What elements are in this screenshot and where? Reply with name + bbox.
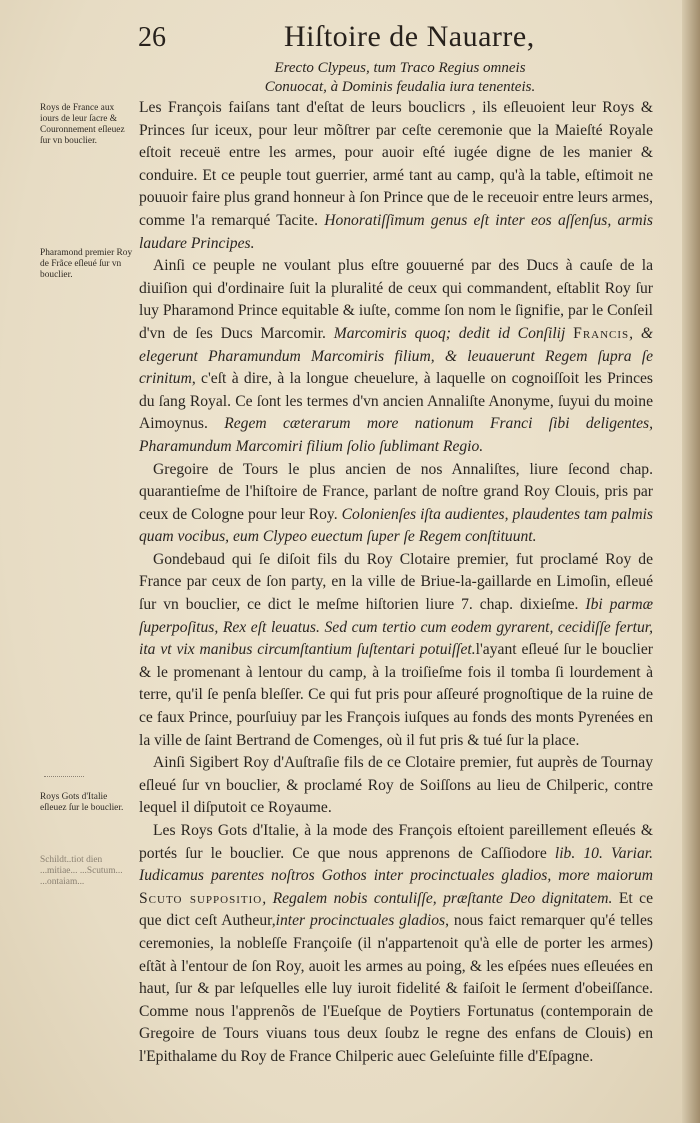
paragraph-francois [139,97,653,255]
text-roman: Les François faiſans tant d'eſtat de leurs bouclicrs , ils eſleuoient leur Roys & Princes ſur iceux, pour leur mõſtrer par ceſte ceremonie que la Maieſté Royale eſtoit receuë entre les armes, pour auoir eſté iugée digne de les manier & conduire. Et ce peuple tout guerrier, armé tant au camp, qu'à la table, eſtimoit ne pouuoir faire plus grand honneur à ſon Prince que de le receuoir entre leurs armes, comme l'a remarqué Tacite. [139,99,653,229]
paragraph-gots [139,820,653,1069]
text-latin: Marcomiris quoq; dedit id Conſilij [333,324,566,342]
binding-gutter [682,0,700,1123]
margin-note-gots: Roys Gots d'Italie eſleuez ſur le bouclier. [40,792,124,813]
text-smallcaps: Scuto suppositio [139,889,263,907]
text-roman: Gondebaud qui ſe diſoit fils du Roy Clotaire premier, fut proclamé Roy de France par ceux de ſon party, en la ville de Briue-la-gaillarde en Limoſin, eſleué ſur vn bouclier, ce dict le meſme hiſtorien liure 7. chap. dixieſme. [139,550,653,614]
text-roman: , c'eſt à dire, à la longue cheuelure, à laquelle on cognoiſſoit les Princes du ſang Royal. Ce ſont les termes d'vn ancien Annaliſte Anonyme, ſuyui du moine Aimoynus. [139,370,653,433]
margin-note-pharamond: Pharamond premier Roy de Frãce eſleué ſur vn bouclier. [40,248,133,280]
text-latin: , Regalem nobis contuliſſe, præſtante Deo dignitatem. [262,889,613,907]
text-roman: Les Roys Gots d'Italie, à la mode des François eſtoient pareillement eſleués & portés ſur le bouclier. Ce que nous apprenons de Caſſiodore [139,822,653,862]
epigraph-line-1: Erecto Clypeus, tum Traco Regius omneis [274,60,526,76]
text-latin: Honoratiſſimum genus eſt inter eos aſſenſus, armis laudare Principes. [139,211,653,252]
paragraph-pharamond [139,255,653,458]
page-number: 26 [138,22,166,53]
paragraph-gregoire [139,459,653,549]
running-head: Hiſtoire de Nauarre, [284,20,535,53]
paragraph-gondebaud [139,549,653,752]
margin-note-sacre: Roys de France aux iours de leur ſacre & Couronnement eſleuez ſur vn bouclier. [40,103,125,146]
body-text [139,97,653,1069]
margin-faint-mark [44,776,84,780]
text-roman: , nous faict remarquer qu'é telles ceremonies, la nobleſſe Françoiſe (il n'appartenoit qu'à elle de porter les armes) eſtãt à l'entour de ſon Roy, auoit les armes au poing, & les eſpées nues eſleuées en haut, ſur & par leſquelles elle luy iuroit fidelité & faiſoit le ſerment d'obeiſſance. Comme nous l'apprenõs de l'Eueſque de Poytiers Fortunatus (contemporain de Gregoire de Tours viuans tous deux ſoubz le regne des enfans de Clouis) en l'Epithalame du Roy de France Chilperic auec Geleſuinte fille d'Eſpagne. [139,912,653,1065]
text-latin: Regem cæterarum more nationum Franci ſibi deligentes, Pharamundum Marcomiri filium ſolio ſublimant Regio. [139,415,653,455]
text-roman: l'ayant eſleué ſur le bouclier & le promenant à lentour du camp, à la troiſieſme fois il tomba ſi lourdement à terre, qu'il ſe penſa bleſſer. Ce qui fut pris pour aſſeuré prognoſtique de la ruine de ce faux Prince, pourſuiuy par les François iuſques au fonds des monts Pyrenées en la ville de ſaint Bertrand de Comenges, où il fut pris & tué ſur la place. [139,641,653,749]
text-latin: Ibi parmæ ſuperpoſitus, Rex eſt leuatus. Sed cum tertio cum eodem gyrarent, cecidiſſe fertur, ita vt vix manibus circumſtantium ſuſtentari potuiſſet. [139,596,654,659]
text-latin: , & elegerunt Pharamundum Marcomiris filium, & leuauerunt Regem ſupra ſe crinitum [139,324,654,388]
text-smallcaps: Francis [573,324,630,342]
epigraph-line-2: Conuocat, à Dominis feudalia iura tenenteis. [264,79,536,95]
text-latin: lib. 10. Variar. Iudicamus parentes noſtros Gothos inter procinctuales gladios, more maiorum [139,844,653,885]
paragraph-sigibert [139,752,653,820]
text-latin: Colonienſes iſta audientes, plaudentes tam palmis quam vocibus, eum Clypeo euectum ſuper ſe Regem conſtituunt. [139,505,653,546]
text-latin: inter procinctuales gladios [275,912,446,930]
text-roman: Gregoire de Tours le plus ancien de nos Annaliſtes, liure ſecond chap. quarantieſme de l'hiſtoire de France, parlant de noſtre grand Roy Clouis, pris par ceux de Cologne pour leur Roy. [139,460,653,523]
text-roman: Ainſi Sigibert Roy d'Auſtraſie fils de ce Clotaire premier, fut auprès de Tournay eſleué ſur vn bouclier, & proclamé Roy de Soiſſons au lieu de Chilperic, contre lequel il diſputoit ce Royaume. [139,754,653,817]
text-roman: Ainſi ce peuple ne voulant plus eſtre gouuerné par des Ducs à cauſe de la diuiſion qui d'ordinaire ſuit la pluralité de ceux qui commandent, eſtablit Roy ſur luy Pharamond Prince equitable & iuſte, comme ſon nom le ſignifie, par le Conſeil d'vn de ſes Ducs Marcomir. [139,257,653,342]
margin-note-faded: Schildt..tiot dien ...mitiae... ...Scutum... ...ontaiam... [40,855,123,887]
text-roman: Et ce que dict ceſt Autheur, [139,889,653,930]
